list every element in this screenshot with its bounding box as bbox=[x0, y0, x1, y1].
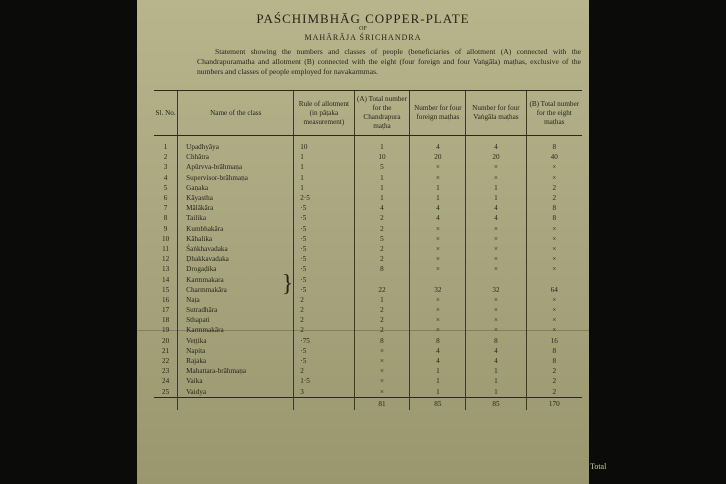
cell-foreign: × bbox=[410, 264, 466, 274]
cell-b: × bbox=[526, 173, 582, 183]
cell-foreign: × bbox=[410, 295, 466, 305]
cell-foreign: × bbox=[410, 224, 466, 234]
cell-vangala bbox=[466, 274, 526, 284]
cell-name: Vaika bbox=[178, 376, 294, 386]
cell-a: 1 bbox=[354, 193, 410, 203]
cell-a: 2 bbox=[354, 325, 410, 335]
cell-sl: 12 bbox=[161, 255, 170, 264]
cell-a: 10 bbox=[354, 152, 410, 162]
cell-foreign: × bbox=[410, 315, 466, 325]
cell-rule: ·5 bbox=[294, 244, 354, 254]
cell-b: 8 bbox=[526, 346, 582, 356]
cell-a: 5 bbox=[354, 162, 410, 172]
plate-fold-line bbox=[137, 330, 589, 331]
cell-b: 8 bbox=[526, 142, 582, 152]
table-row bbox=[154, 315, 582, 325]
cell-rule: ·5 bbox=[294, 264, 354, 274]
cell-foreign: 1 bbox=[410, 387, 466, 398]
table-body bbox=[154, 136, 582, 410]
table-row bbox=[154, 336, 582, 346]
cell-vangala: 1 bbox=[466, 183, 526, 193]
cell-b: 2 bbox=[526, 376, 582, 386]
cell-a: 1 bbox=[354, 295, 410, 305]
cell-vangala: 4 bbox=[466, 142, 526, 152]
table-row bbox=[154, 183, 582, 193]
cell-a: 2 bbox=[354, 244, 410, 254]
cell-name: Upadhyāya bbox=[178, 142, 294, 152]
cell-vangala: 4 bbox=[466, 346, 526, 356]
cell-vangala: × bbox=[466, 264, 526, 274]
document-subtitle: MAHĀRĀJA ŚRICHANDRA bbox=[304, 33, 422, 42]
total-foreign: 85 bbox=[410, 397, 466, 410]
cell-vangala: × bbox=[466, 254, 526, 264]
cell-sl: 18 bbox=[161, 316, 170, 325]
cell-foreign: 4 bbox=[410, 203, 466, 213]
cell-name: Naṭa bbox=[178, 295, 294, 305]
cell-b: × bbox=[526, 244, 582, 254]
cell-rule: ·5 bbox=[294, 274, 354, 284]
cell-rule: ·5 bbox=[294, 213, 354, 223]
cell-a: × bbox=[354, 356, 410, 366]
cell-foreign: 1 bbox=[410, 193, 466, 203]
cell-rule: 1·5 bbox=[294, 376, 354, 386]
header-a: (A) Total number for the Chandrapura maṭha bbox=[354, 91, 410, 136]
cell-foreign: 1 bbox=[410, 366, 466, 376]
cell-name: Ḍhakkavadaka bbox=[178, 254, 294, 264]
cell-sl: 3 bbox=[163, 163, 168, 172]
table-total-row bbox=[154, 397, 582, 410]
cell-b: 8 bbox=[526, 213, 582, 223]
cell-a: 8 bbox=[354, 336, 410, 346]
document-page bbox=[137, 0, 589, 484]
cell-sl: 22 bbox=[161, 357, 170, 366]
table-row bbox=[154, 193, 582, 203]
cell-b: 2 bbox=[526, 366, 582, 376]
cell-a: 1 bbox=[354, 183, 410, 193]
total-empty-cell bbox=[154, 397, 178, 410]
cell-rule: 2 bbox=[294, 305, 354, 315]
table-row bbox=[154, 295, 582, 305]
cell-a: × bbox=[354, 376, 410, 386]
cell-foreign bbox=[410, 274, 466, 284]
cell-name: Mahattara-brāhmaṇa bbox=[178, 366, 294, 376]
total-a: 81 bbox=[354, 397, 410, 410]
cell-vangala: 20 bbox=[466, 152, 526, 162]
cell-rule: ·5 bbox=[294, 356, 354, 366]
cell-b: 2 bbox=[526, 387, 582, 398]
cell-name: Napita bbox=[178, 346, 294, 356]
cell-rule: ·5 bbox=[294, 346, 354, 356]
cell-vangala: 1 bbox=[466, 193, 526, 203]
cell-b: × bbox=[526, 264, 582, 274]
cell-b: 8 bbox=[526, 203, 582, 213]
cell-sl: 1 bbox=[163, 143, 168, 152]
cell-foreign: × bbox=[410, 244, 466, 254]
cell-a: 2 bbox=[354, 254, 410, 264]
document-of: OF bbox=[359, 26, 367, 32]
table-row bbox=[154, 285, 582, 295]
cell-name: Kāyastha bbox=[178, 193, 294, 203]
cell-sl: 25 bbox=[161, 387, 170, 396]
table-row bbox=[154, 173, 582, 183]
table-row bbox=[154, 224, 582, 234]
total-empty-cell bbox=[294, 397, 354, 410]
table-row bbox=[154, 346, 582, 356]
cell-a: 2 bbox=[354, 305, 410, 315]
cell-rule: 2 bbox=[294, 295, 354, 305]
cell-sl: 5 bbox=[163, 183, 168, 192]
cell-name: Vaidya bbox=[178, 387, 294, 398]
header-rule: Rule of allotment (in pāṭaka measurement) bbox=[294, 91, 354, 136]
cell-vangala: × bbox=[466, 315, 526, 325]
table-row bbox=[154, 274, 582, 284]
cell-foreign: × bbox=[410, 162, 466, 172]
cell-b: 16 bbox=[526, 336, 582, 346]
cell-foreign: × bbox=[410, 254, 466, 264]
cell-name: Sutradhāra bbox=[178, 305, 294, 315]
table-row bbox=[154, 234, 582, 244]
cell-foreign: × bbox=[410, 234, 466, 244]
cell-b bbox=[526, 274, 582, 284]
cell-foreign: 32 bbox=[410, 285, 466, 295]
header-name: Name of the class bbox=[178, 91, 294, 136]
cell-vangala: 1 bbox=[466, 366, 526, 376]
cell-vangala: 4 bbox=[466, 356, 526, 366]
cell-rule: 10 bbox=[294, 142, 354, 152]
total-vangala: 85 bbox=[466, 397, 526, 410]
cell-b: × bbox=[526, 254, 582, 264]
cell-rule: ·5 bbox=[294, 203, 354, 213]
cell-vangala: 1 bbox=[466, 376, 526, 386]
cell-b: × bbox=[526, 295, 582, 305]
cell-name: Apūrvva-brāhmaṇa bbox=[178, 162, 294, 172]
allotment-table bbox=[154, 90, 582, 410]
table-row bbox=[154, 376, 582, 386]
cell-foreign: 20 bbox=[410, 152, 466, 162]
statement-paragraph: Statement showing the numbers and classes of people (beneficiaries of allotment (A) connected with the Chandrapuramatha and allotment (B) connected with the eight (four foreign and four Vaṅgāla) maṭhas, exclusive of the numbers and classes of people employed for navakarmmas. bbox=[197, 47, 581, 76]
cell-b: × bbox=[526, 162, 582, 172]
cell-a: 1 bbox=[354, 173, 410, 183]
cell-sl: 13 bbox=[161, 265, 170, 274]
cell-vangala: × bbox=[466, 234, 526, 244]
cell-name: Sthapati bbox=[178, 315, 294, 325]
cell-name: Rajaka bbox=[178, 356, 294, 366]
cell-a: 5 bbox=[354, 234, 410, 244]
cell-a: 1 bbox=[354, 142, 410, 152]
cell-sl: 14 bbox=[161, 275, 170, 284]
cell-name: Mālākāra bbox=[178, 203, 294, 213]
total-b: 170 bbox=[526, 397, 582, 410]
cell-vangala: 4 bbox=[466, 213, 526, 223]
table-header-row bbox=[154, 91, 582, 136]
grouping-brace: } bbox=[281, 271, 294, 298]
cell-name: Karmmakara bbox=[178, 274, 294, 284]
cell-foreign: 4 bbox=[410, 142, 466, 152]
cell-foreign: 4 bbox=[410, 213, 466, 223]
cell-rule: ·5 bbox=[294, 254, 354, 264]
cell-name: Supervisor-brāhmaṇa bbox=[178, 173, 294, 183]
cell-foreign: 1 bbox=[410, 376, 466, 386]
cell-name: Charmmakāra bbox=[178, 285, 294, 295]
cell-b: × bbox=[526, 234, 582, 244]
cell-vangala: × bbox=[466, 224, 526, 234]
cell-b: 40 bbox=[526, 152, 582, 162]
cell-a: 2 bbox=[354, 315, 410, 325]
document-title: PAŚCHIMBHĀG COPPER-PLATE bbox=[256, 11, 470, 26]
cell-sl: 16 bbox=[161, 295, 170, 304]
cell-rule: 2·5 bbox=[294, 193, 354, 203]
cell-rule: 3 bbox=[294, 387, 354, 398]
cell-foreign: 8 bbox=[410, 336, 466, 346]
cell-name: Drogaḍika bbox=[178, 264, 294, 274]
cell-name: Kāhalika bbox=[178, 234, 294, 244]
table-row bbox=[154, 387, 582, 398]
cell-a: × bbox=[354, 346, 410, 356]
header-foreign: Number for four foreign maṭhas bbox=[410, 91, 466, 136]
cell-sl: 19 bbox=[161, 326, 170, 335]
cell-b: 64 bbox=[526, 285, 582, 295]
table-row bbox=[154, 142, 582, 152]
table-row bbox=[154, 152, 582, 162]
cell-vangala: 32 bbox=[466, 285, 526, 295]
cell-a: 4 bbox=[354, 203, 410, 213]
cell-sl: 11 bbox=[162, 244, 170, 253]
table-row bbox=[154, 203, 582, 213]
table-row bbox=[154, 244, 582, 254]
cell-b: × bbox=[526, 305, 582, 315]
cell-sl: 17 bbox=[161, 306, 170, 315]
cell-name: Kumbhakāra bbox=[178, 224, 294, 234]
cell-a: × bbox=[354, 387, 410, 398]
total-label: Total bbox=[590, 462, 607, 471]
cell-rule: ·5 bbox=[294, 285, 354, 295]
cell-sl: 8 bbox=[163, 214, 168, 223]
cell-rule: 2 bbox=[294, 366, 354, 376]
header-b: (B) Total number for the eight maṭhas bbox=[526, 91, 582, 136]
cell-rule: ·5 bbox=[294, 224, 354, 234]
cell-foreign: 4 bbox=[410, 356, 466, 366]
cell-vangala: 4 bbox=[466, 203, 526, 213]
cell-name: Chhātra bbox=[178, 152, 294, 162]
cell-sl: 6 bbox=[163, 194, 168, 203]
cell-sl: 9 bbox=[163, 224, 168, 233]
cell-rule: 2 bbox=[294, 315, 354, 325]
cell-sl: 24 bbox=[161, 377, 170, 386]
cell-foreign: × bbox=[410, 305, 466, 315]
cell-sl: 20 bbox=[161, 336, 170, 345]
cell-rule: ·75 bbox=[294, 336, 354, 346]
table-row bbox=[154, 356, 582, 366]
cell-a bbox=[354, 274, 410, 284]
cell-vangala: × bbox=[466, 305, 526, 315]
cell-foreign: 4 bbox=[410, 346, 466, 356]
cell-a: 8 bbox=[354, 264, 410, 274]
cell-sl: 10 bbox=[161, 234, 170, 243]
cell-name: Gaṇaka bbox=[178, 183, 294, 193]
cell-sl: 7 bbox=[163, 204, 168, 213]
cell-a: 22 bbox=[354, 285, 410, 295]
table-row bbox=[154, 264, 582, 274]
cell-b: × bbox=[526, 224, 582, 234]
cell-name: Veṭṭika bbox=[178, 336, 294, 346]
cell-sl: 2 bbox=[163, 153, 168, 162]
table-row bbox=[154, 366, 582, 376]
total-empty-cell bbox=[178, 397, 294, 410]
table-row bbox=[154, 213, 582, 223]
cell-vangala: × bbox=[466, 295, 526, 305]
cell-vangala: 1 bbox=[466, 387, 526, 398]
cell-b: × bbox=[526, 325, 582, 335]
cell-sl: 23 bbox=[161, 367, 170, 376]
table-row bbox=[154, 162, 582, 172]
cell-b: 2 bbox=[526, 193, 582, 203]
cell-vangala: × bbox=[466, 325, 526, 335]
cell-name: Śaṅkhavadaka bbox=[178, 244, 294, 254]
cell-rule: 1 bbox=[294, 152, 354, 162]
cell-a: × bbox=[354, 366, 410, 376]
cell-vangala: × bbox=[466, 173, 526, 183]
cell-foreign: × bbox=[410, 173, 466, 183]
table-row bbox=[154, 254, 582, 264]
cell-rule: ·5 bbox=[294, 234, 354, 244]
table-row bbox=[154, 305, 582, 315]
cell-rule: 1 bbox=[294, 173, 354, 183]
cell-a: 2 bbox=[354, 213, 410, 223]
cell-foreign: 1 bbox=[410, 183, 466, 193]
cell-sl: 4 bbox=[163, 173, 168, 182]
cell-sl: 21 bbox=[161, 346, 170, 355]
cell-vangala: × bbox=[466, 162, 526, 172]
header-vangala: Number for four Vaṅgāla maṭhas bbox=[466, 91, 526, 136]
cell-sl: 15 bbox=[161, 285, 170, 294]
cell-a: 2 bbox=[354, 224, 410, 234]
cell-rule: 1 bbox=[294, 183, 354, 193]
cell-rule: 1 bbox=[294, 162, 354, 172]
cell-b: 2 bbox=[526, 183, 582, 193]
cell-name: Karmmakāra bbox=[178, 325, 294, 335]
cell-vangala: × bbox=[466, 244, 526, 254]
cell-b: 8 bbox=[526, 356, 582, 366]
cell-b: × bbox=[526, 315, 582, 325]
cell-vangala: 8 bbox=[466, 336, 526, 346]
cell-name: Tailika bbox=[178, 213, 294, 223]
cell-foreign: × bbox=[410, 325, 466, 335]
cell-rule: 2 bbox=[294, 325, 354, 335]
header-sl: Sl. No. bbox=[154, 91, 178, 136]
